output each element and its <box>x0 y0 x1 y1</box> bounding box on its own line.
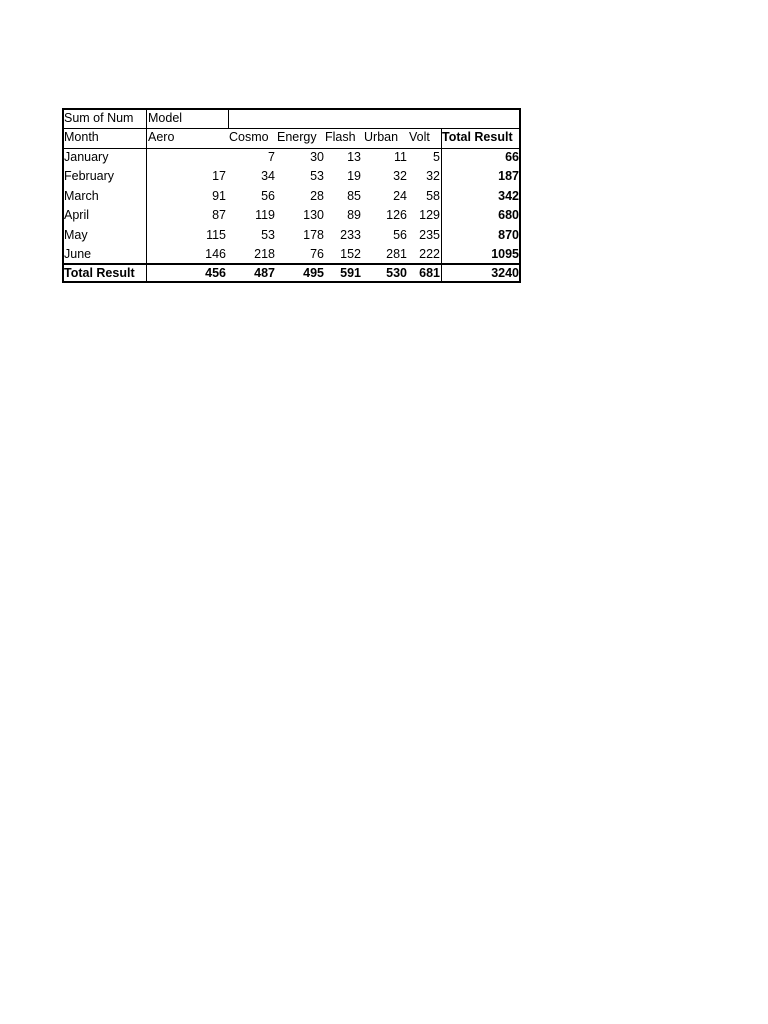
row-total[interactable]: 1095 <box>491 247 519 261</box>
grand-total[interactable]: 3240 <box>491 266 519 280</box>
row-label-february[interactable]: February <box>64 169 115 183</box>
column-header-total[interactable]: Total Result <box>442 130 513 144</box>
cell-value[interactable]: 89 <box>347 208 361 222</box>
cell-value[interactable]: 76 <box>310 247 324 261</box>
cell-value[interactable]: 13 <box>347 150 361 164</box>
cell-value[interactable]: 235 <box>419 228 440 242</box>
column-total[interactable]: 487 <box>254 266 275 280</box>
cell-value[interactable]: 30 <box>310 150 324 164</box>
cell-value[interactable]: 129 <box>419 208 440 222</box>
cell-value[interactable]: 11 <box>394 150 407 164</box>
row-field-label[interactable]: Month <box>64 130 99 144</box>
cell-value[interactable]: 222 <box>419 247 440 261</box>
cell-value[interactable]: 91 <box>212 189 226 203</box>
column-header-energy[interactable]: Energy <box>277 130 317 144</box>
cell-value[interactable]: 281 <box>386 247 407 261</box>
cell-value[interactable]: 119 <box>255 208 275 222</box>
column-total[interactable]: 495 <box>303 266 324 280</box>
header-divider <box>64 128 519 129</box>
cell-value[interactable]: 53 <box>261 228 275 242</box>
column-total[interactable]: 530 <box>386 266 407 280</box>
cell-value[interactable]: 233 <box>340 228 361 242</box>
row-total[interactable]: 870 <box>498 228 519 242</box>
cell-value[interactable]: 85 <box>347 189 361 203</box>
grand-total-divider <box>441 129 442 281</box>
cell-value[interactable]: 146 <box>205 247 226 261</box>
row-label-divider <box>146 110 147 281</box>
cell-value[interactable]: 34 <box>261 169 275 183</box>
column-header-urban[interactable]: Urban <box>364 130 399 144</box>
cell-value[interactable]: 5 <box>433 150 440 164</box>
row-label-march[interactable]: March <box>64 189 99 203</box>
column-header-aero[interactable]: Aero <box>148 130 175 144</box>
total-row-divider <box>64 263 519 265</box>
row-total[interactable]: 680 <box>498 208 519 222</box>
cell-value[interactable]: 178 <box>303 228 324 242</box>
cell-value[interactable]: 19 <box>347 169 361 183</box>
cell-value[interactable]: 32 <box>393 169 407 183</box>
column-total[interactable]: 681 <box>419 266 440 280</box>
row-total[interactable]: 66 <box>505 150 519 164</box>
column-header-divider <box>64 148 519 149</box>
cell-value[interactable]: 218 <box>254 247 275 261</box>
cell-value[interactable]: 32 <box>426 169 440 183</box>
cell-value[interactable]: 56 <box>261 189 275 203</box>
row-label-june[interactable]: June <box>64 247 92 261</box>
cell-value[interactable]: 87 <box>212 208 226 222</box>
column-header-volt[interactable]: Volt <box>409 130 430 144</box>
row-label-april[interactable]: April <box>64 208 90 222</box>
row-total[interactable]: 342 <box>498 189 519 203</box>
cell-value[interactable]: 152 <box>340 247 361 261</box>
cell-value[interactable]: 58 <box>426 189 440 203</box>
cell-value[interactable]: 17 <box>212 169 226 183</box>
column-total[interactable]: 591 <box>340 266 361 280</box>
cell-value[interactable]: 130 <box>303 208 324 222</box>
cell-value[interactable]: 56 <box>393 228 407 242</box>
pivot-table <box>62 108 521 283</box>
model-field-divider <box>228 110 229 128</box>
cell-value[interactable]: 53 <box>310 169 324 183</box>
row-label-may[interactable]: May <box>64 228 88 242</box>
column-field-label[interactable]: Model <box>148 111 183 125</box>
column-header-flash[interactable]: Flash <box>325 130 356 144</box>
total-row-label[interactable]: Total Result <box>64 266 135 280</box>
row-total[interactable]: 187 <box>498 169 519 183</box>
cell-value[interactable]: 115 <box>206 228 226 242</box>
corner-label[interactable]: Sum of Num <box>64 111 134 125</box>
cell-value[interactable]: 24 <box>393 189 407 203</box>
row-label-january[interactable]: January <box>64 150 109 164</box>
column-total[interactable]: 456 <box>205 266 226 280</box>
cell-value[interactable]: 7 <box>268 150 275 164</box>
cell-value[interactable]: 126 <box>386 208 407 222</box>
column-header-cosmo[interactable]: Cosmo <box>229 130 269 144</box>
cell-value[interactable]: 28 <box>310 189 324 203</box>
